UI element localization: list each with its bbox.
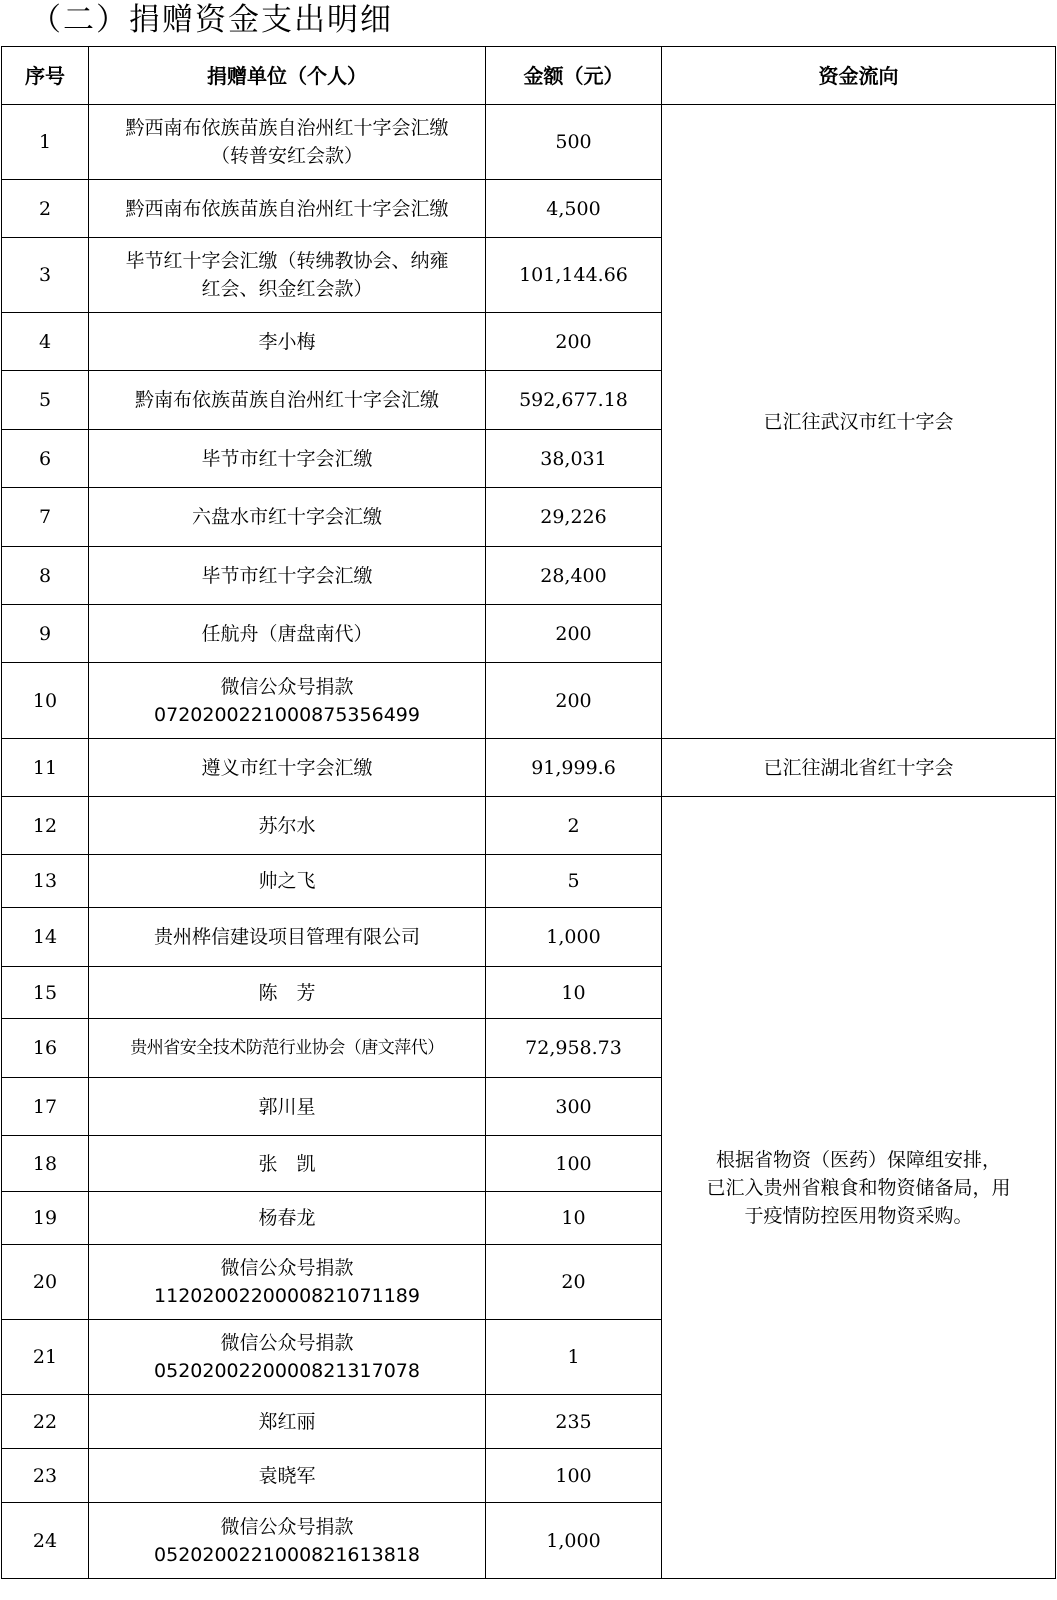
row-amount: 200 [486,605,662,663]
donor-line: 1120200220000821071189 [154,1285,420,1307]
row-amount: 29,226 [486,488,662,547]
header-flow: 资金流向 [662,47,1056,105]
row-seq: 3 [2,238,89,313]
row-amount: 235 [486,1395,662,1449]
donor-line: 微信公众号捐款 [220,1515,354,1538]
row-donor [89,238,486,313]
donation-expenditure-table [1,46,1056,1579]
row-amount: 4,500 [486,180,662,238]
header-donor: 捐赠单位（个人） [89,47,486,105]
row-seq: 20 [2,1245,89,1320]
donor-line: （转普安红会款） [210,145,363,167]
row-donor: 贵州桦信建设项目管理有限公司 [89,908,486,967]
row-amount: 10 [486,967,662,1019]
row-amount: 100 [486,1449,662,1503]
row-donor: 杨春龙 [89,1192,486,1245]
donor-line: 0520200220000821317078 [154,1360,420,1382]
row-donor: 毕节市红十字会汇缴 [89,430,486,488]
row-seq: 23 [2,1449,89,1503]
donor-line: 毕节红十字会汇缴（转绋教协会、纳雍 [125,250,449,272]
row-amount: 2 [486,797,662,855]
row-donor [89,663,486,739]
row-amount: 20 [486,1245,662,1320]
row-seq: 9 [2,605,89,663]
donor-line: 0520200221000821613818 [154,1543,420,1566]
row-donor [89,1320,486,1395]
donor-line: 微信公众号捐款 [220,1332,354,1354]
donor-line: 黔西南布依族苗族自治州红十字会汇缴 [125,117,449,139]
row-donor: 六盘水市红十字会汇缴 [89,488,486,547]
row-amount: 200 [486,313,662,371]
row-donor: 陈 芳 [89,967,486,1019]
row-seq: 1 [2,105,89,180]
row-seq: 18 [2,1136,89,1192]
table-header-row [2,47,1056,105]
row-donor: 任航舟（唐盘南代） [89,605,486,663]
row-donor: 张 凯 [89,1136,486,1192]
row-donor: 苏尔水 [89,797,486,855]
flow-guizhou [662,797,1056,1579]
row-seq: 17 [2,1078,89,1136]
row-seq: 21 [2,1320,89,1395]
row-amount: 1,000 [486,908,662,967]
row-seq: 22 [2,1395,89,1449]
row-amount: 500 [486,105,662,180]
row-seq: 7 [2,488,89,547]
page-title: （二）捐赠资金支出明细 [30,2,393,38]
row-seq: 2 [2,180,89,238]
row-amount: 10 [486,1192,662,1245]
row-donor: 毕节市红十字会汇缴 [89,547,486,605]
row-amount: 100 [486,1136,662,1192]
donor-line: 微信公众号捐款 [220,675,354,698]
row-amount: 101,144.66 [486,238,662,313]
row-seq: 14 [2,908,89,967]
row-seq: 12 [2,797,89,855]
flow-wuhan: 已汇往武汉市红十字会 [662,105,1056,739]
row-donor: 郭川星 [89,1078,486,1136]
row-amount: 5 [486,855,662,908]
row-donor: 袁晓军 [89,1449,486,1503]
row-seq: 24 [2,1503,89,1579]
row-seq: 15 [2,967,89,1019]
flow-line: 于疫情防控医用物资采购。 [744,1204,973,1227]
row-donor [89,1245,486,1320]
donor-line: 红会、织金红会款） [201,278,373,300]
row-amount: 38,031 [486,430,662,488]
table-row [2,105,1056,180]
row-donor [89,105,486,180]
row-amount: 300 [486,1078,662,1136]
row-donor: 遵义市红十字会汇缴 [89,739,486,797]
flow-hubei: 已汇往湖北省红十字会 [662,739,1056,797]
donor-line: 072020022100087535649​9 [154,703,420,726]
row-donor: 帅之飞 [89,855,486,908]
row-seq: 11 [2,739,89,797]
table-row [2,797,1056,855]
row-seq: 16 [2,1019,89,1078]
row-amount: 200 [486,663,662,739]
row-amount: 592,677.18 [486,371,662,430]
table-row [2,739,1056,797]
row-amount: 91,999.6 [486,739,662,797]
row-seq: 8 [2,547,89,605]
row-donor: 贵州省安全技术防范行业协会（唐文萍代） [89,1019,486,1078]
row-seq: 5 [2,371,89,430]
row-donor: 黔西南布依族苗族自治州红十字会汇缴 [89,180,486,238]
flow-line: 已汇入贵州省粮食和物资储备局，用 [706,1176,1011,1199]
donor-line: 微信公众号捐款 [220,1257,354,1279]
row-donor: 李小梅 [89,313,486,371]
row-donor: 黔南布依族苗族自治州红十字会汇缴 [89,371,486,430]
row-donor: 郑红丽 [89,1395,486,1449]
row-seq: 6 [2,430,89,488]
row-donor [89,1503,486,1579]
row-amount: 1 [486,1320,662,1395]
row-seq: 13 [2,855,89,908]
row-amount: 1,000 [486,1503,662,1579]
row-amount: 28,400 [486,547,662,605]
row-seq: 19 [2,1192,89,1245]
row-seq: 4 [2,313,89,371]
row-amount: 72,958.73 [486,1019,662,1078]
header-seq: 序号 [2,47,89,105]
header-amount: 金额（元） [486,47,662,105]
row-seq: 10 [2,663,89,739]
flow-line: 根据省物资（医药）保障组安排， [715,1148,1001,1171]
